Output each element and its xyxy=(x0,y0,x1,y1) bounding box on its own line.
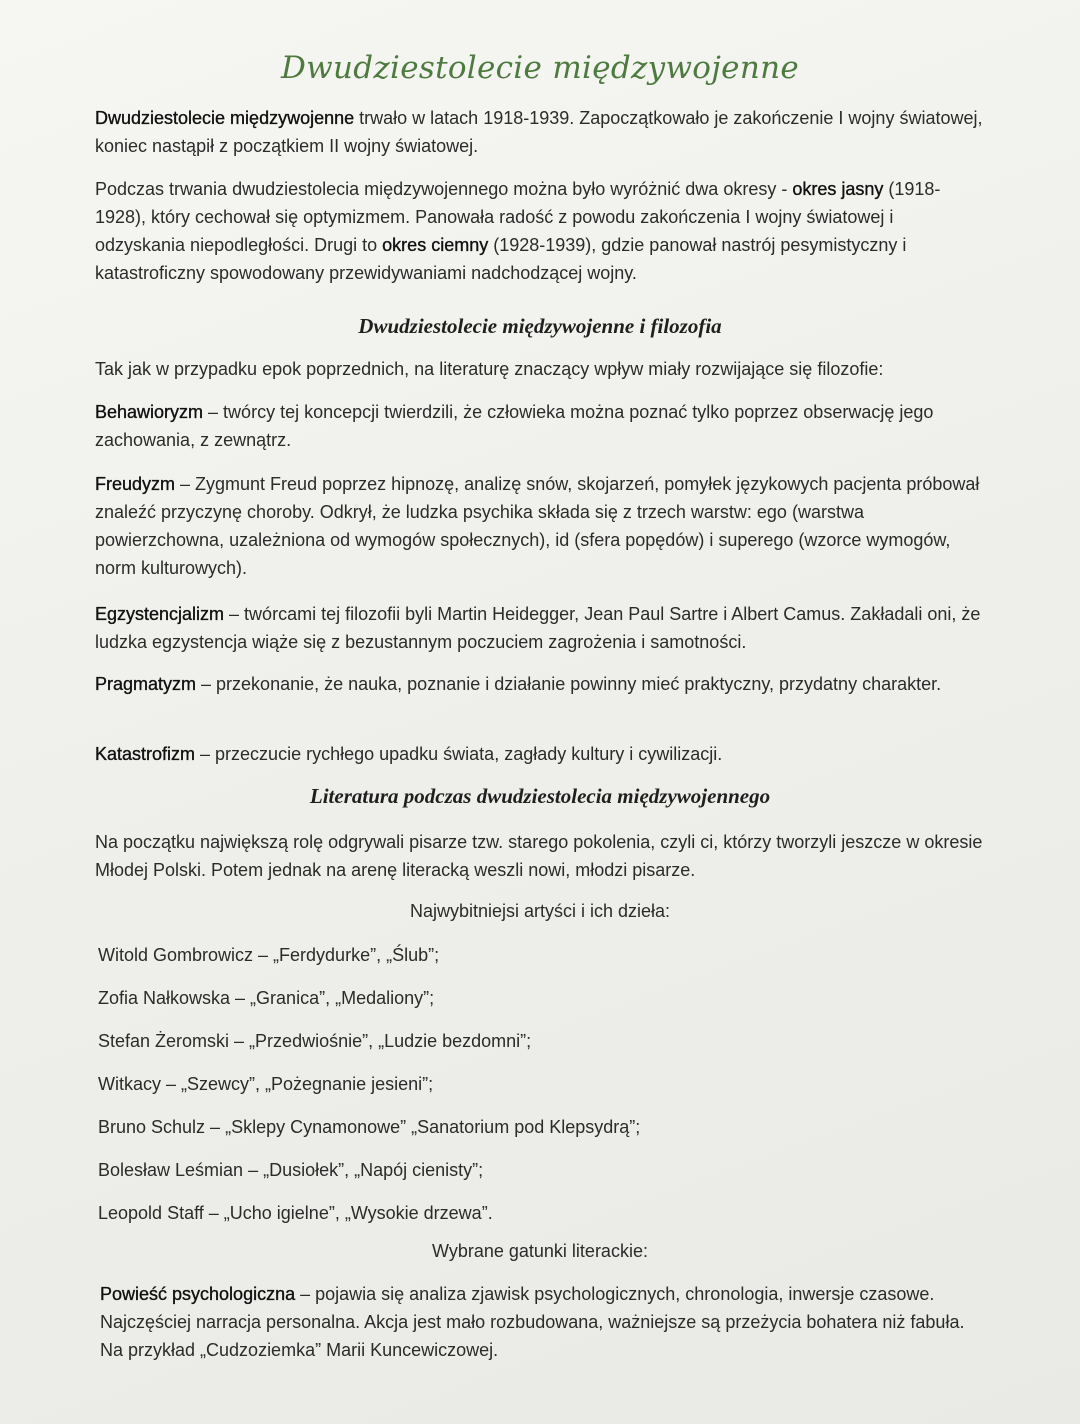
term-freudyzm: Freudyzm xyxy=(95,474,176,494)
term-katastrofizm: Katastrofizm xyxy=(95,744,196,764)
freudyzm-text: – Zygmunt Freud poprzez hipnozę, analizę snów, skojarzeń, pomyłek językowych pacjenta próbował znaleźć przyczynę choroby. Odkrył, że ludzka psychika składa się z trzech warstw: ego (warstwa powierzchowna, uzależniona od wymogów społecznych), id (sfera popędów) i superego (wzorce wymogów, norm kulturowych). xyxy=(95,474,980,578)
artists-heading: Najwybitniejsi artyści i ich dzieła: xyxy=(409,901,671,921)
work-item: Leopold Staff – „Ucho igielne”, „Wysokie drzewa”. xyxy=(98,1203,493,1223)
pragmatyzm-text: – przekonanie, że nauka, poznanie i działanie powinny mieć praktyczny, przydatny charakter. xyxy=(196,674,942,694)
term-powiesc-psychologiczna: Powieść psychologiczna xyxy=(100,1284,296,1304)
page-title: Dwudziestolecie międzywojenne xyxy=(280,50,800,86)
term-pragmatyzm: Pragmatyzm xyxy=(95,674,197,694)
genre-item-powiesc-psychologiczna xyxy=(100,1280,970,1364)
term-egzystencjalizm: Egzystencjalizm xyxy=(95,604,225,624)
intro-paragraph-1 xyxy=(95,104,985,160)
work-item: Bolesław Leśmian – „Dusiołek”, „Napój cienisty”; xyxy=(98,1160,484,1180)
philosophy-item-behawioryzm xyxy=(95,398,985,454)
work-item: Stefan Żeromski – „Przedwiośnie”, „Ludzie bezdomni”; xyxy=(98,1031,532,1051)
katastrofizm-text: – przeczucie rychłego upadku świata, zagłady kultury i cywilizacji. xyxy=(195,744,723,764)
genres-heading: Wybrane gatunki literackie: xyxy=(432,1241,648,1261)
intro-paragraph-2 xyxy=(95,175,985,287)
work-item: Zofia Nałkowska – „Granica”, „Medaliony”; xyxy=(98,988,435,1008)
philosophy-item-katastrofizm xyxy=(95,740,985,768)
intro-paragraph-1-text: trwało w latach 1918-1939. Zapoczątkowało je zakończenie I wojny światowej, koniec nastąpił z początkiem II wojny światowej. xyxy=(95,108,983,156)
intro-paragraph-2-a: Podczas trwania dwudziestolecia międzywojennego można było wyróżnić dwa okresy - xyxy=(95,179,793,199)
egzystencjalizm-text: – twórcami tej filozofii byli Martin Heidegger, Jean Paul Sartre i Albert Camus. Zakładali oni, że ludzka egzystencja wiąże się z bezustannym poczuciem zagrożenia i samotności. xyxy=(95,604,981,652)
philosophy-intro: Tak jak w przypadku epok poprzednich, na literaturę znaczący wpływ miały rozwijające się filozofie: xyxy=(95,359,884,379)
term-behawioryzm: Behawioryzm xyxy=(95,402,204,422)
term-dwudziestolecie: Dwudziestolecie międzywojenne xyxy=(95,108,355,128)
work-item: Bruno Schulz – „Sklepy Cynamonowe” „Sanatorium pod Klepsydrą”; xyxy=(98,1117,641,1137)
philosophy-item-egzystencjalizm xyxy=(95,600,985,656)
term-okres-jasny: okres jasny xyxy=(792,179,884,199)
philosophy-item-freudyzm xyxy=(95,470,985,582)
powiesc-psychologiczna-text: – pojawia się analiza zjawisk psychologicznych, chronologia, inwersje czasowe. Najczęściej narracja personalna. Akcja jest mało rozbudowana, ważniejsze są przeżycia bohatera niż fabuła. Na przykład „Cudzoziemka” Marii Kuncewiczowej. xyxy=(100,1284,965,1360)
behawioryzm-text: – twórcy tej koncepcji twierdzili, że człowieka można poznać tylko poprzez obserwację jego zachowania, z zewnątrz. xyxy=(95,402,934,450)
literature-heading: Literatura podczas dwudziestolecia międzywojennego xyxy=(309,784,771,808)
intro-paragraph-2-c: (1928-1939), gdzie panował nastrój pesymistyczny i katastroficzny spowodowany przewidywaniami nadchodzącej wojny. xyxy=(95,235,907,283)
philosophy-heading: Dwudziestolecie międzywojenne i filozofia xyxy=(358,314,722,338)
work-item: Witold Gombrowicz – „Ferdydurke”, „Ślub”; xyxy=(98,945,440,965)
philosophy-item-pragmatyzm xyxy=(95,670,985,698)
intro-paragraph-2-b: (1918-1928), który cechował się optymizmem. Panowała radość z powodu zakończenia I wojny światowej i odzyskania niepodległości. Drugi to xyxy=(95,179,941,255)
work-item: Witkacy – „Szewcy”, „Pożegnanie jesieni”; xyxy=(98,1074,434,1094)
term-okres-ciemny: okres ciemny xyxy=(382,235,489,255)
literature-intro: Na początku największą rolę odgrywali pisarze tzw. starego pokolenia, czyli ci, którzy tworzyli jeszcze w okresie Młodej Polski. Potem jednak na arenę literacką weszli nowi, młodzi pisarze. xyxy=(95,832,983,880)
